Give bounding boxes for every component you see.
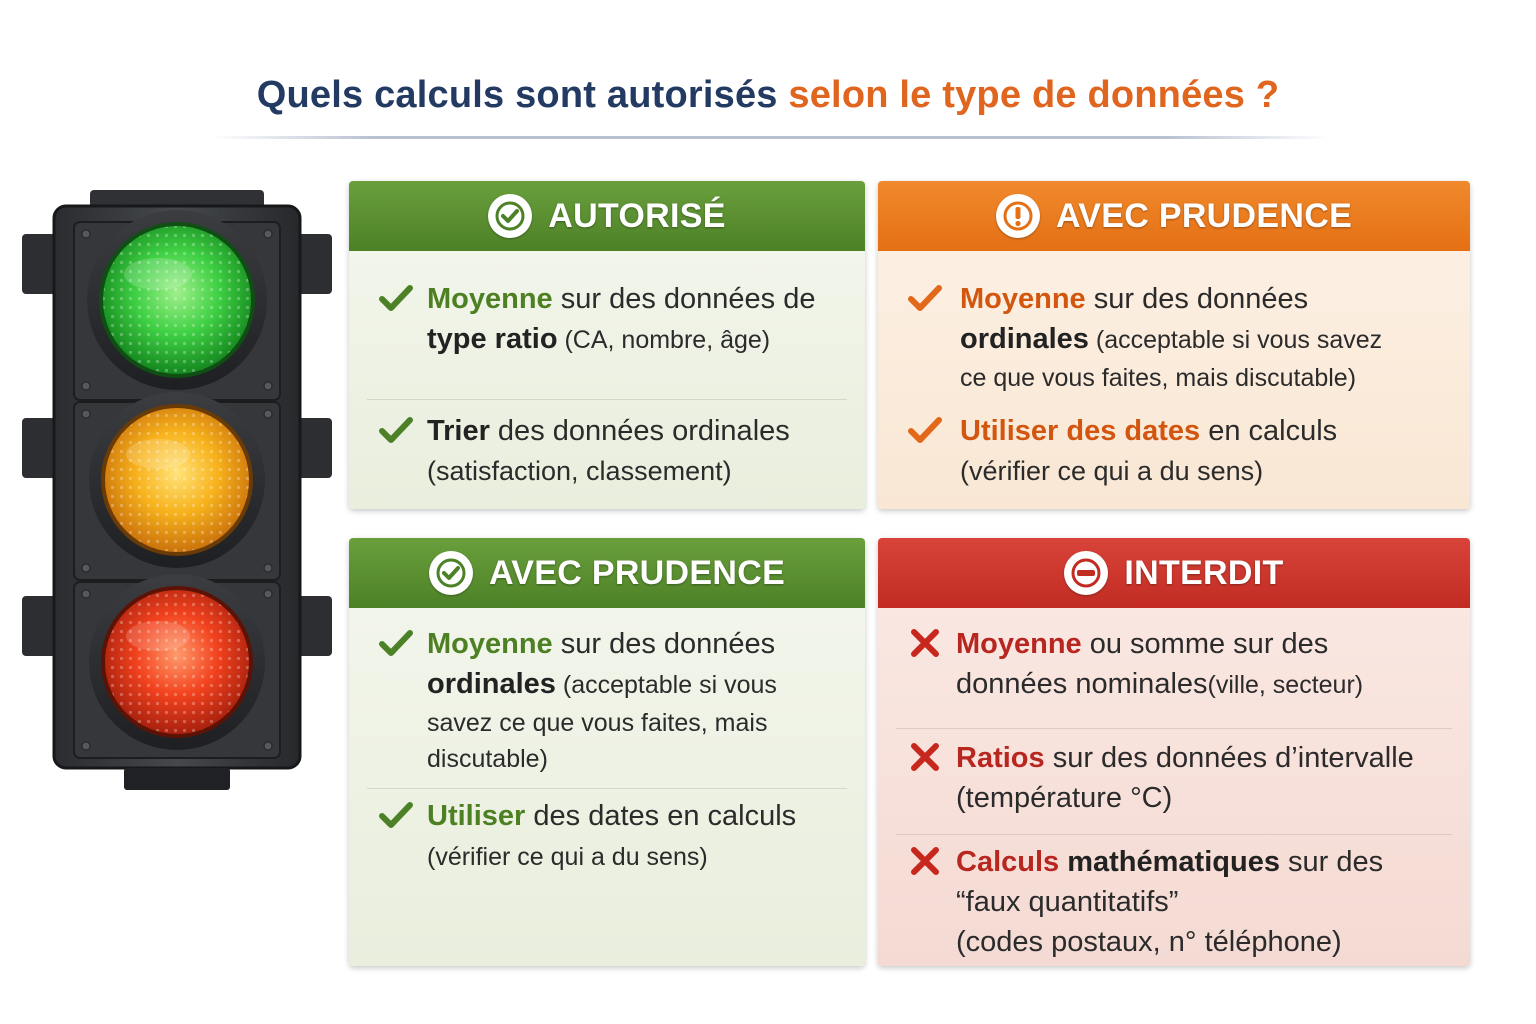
red-light <box>89 574 265 750</box>
card-interdit-title: INTERDIT <box>1124 553 1284 592</box>
check-circle-icon <box>429 551 473 595</box>
item-keyword: Moyenne <box>960 283 1086 315</box>
check-circle-icon <box>488 194 532 238</box>
item-text: en calculs <box>1200 415 1338 447</box>
item-text: des dates en calculs <box>525 800 797 832</box>
card-prudence-green-header <box>349 538 865 610</box>
item-text: sur des données <box>552 628 776 660</box>
divider <box>367 788 847 789</box>
divider <box>367 399 847 400</box>
check-icon <box>379 628 413 658</box>
card-prudence-orange-title: AVEC PRUDENCE <box>1055 196 1353 235</box>
check-icon <box>908 415 942 445</box>
cross-icon <box>908 628 942 658</box>
item-text: sur des <box>1279 846 1384 878</box>
divider <box>896 728 1452 729</box>
item-detail-2: ce que vous faites, mais discutable) <box>960 364 1357 392</box>
item-strong: type ratio <box>427 323 558 355</box>
item-detail: (satisfaction, classement) <box>427 456 732 486</box>
no-entry-icon <box>1064 551 1108 595</box>
yellow-light <box>89 392 265 568</box>
check-icon <box>379 283 413 313</box>
divider <box>896 834 1452 835</box>
item-text: sur des données d’intervalle <box>1044 742 1414 774</box>
cross-icon <box>908 742 942 772</box>
card-interdit <box>878 538 1470 966</box>
item-text-3: (codes postaux, n° téléphone) <box>956 926 1342 958</box>
green-light <box>87 210 267 390</box>
item-detail: (vérifier ce qui a du sens) <box>427 843 708 871</box>
item-detail: (vérifier ce qui a du sens) <box>960 456 1264 486</box>
item-keyword: Moyenne <box>427 283 553 315</box>
item-text-2: (température °C) <box>956 782 1173 814</box>
item-detail: (acceptable si vous <box>555 671 777 699</box>
item-detail-2: savez ce que vous faites, mais <box>427 709 768 737</box>
check-icon <box>379 415 413 445</box>
page-title <box>0 74 1536 117</box>
item-detail: (ville, secteur) <box>1207 671 1364 699</box>
item-text: sur des données de <box>552 283 816 315</box>
item-keyword: Utiliser <box>427 800 526 832</box>
title-part-2: selon le type de données ? <box>788 74 1280 116</box>
item-text-2: données nominales <box>956 668 1208 700</box>
card-prudence-green-title: AVEC PRUDENCE <box>488 553 786 592</box>
card-prudence-orange-header <box>878 181 1470 253</box>
exclamation-circle-icon <box>996 194 1040 238</box>
item-text: des données ordinales <box>489 415 790 447</box>
item-text-2: “faux quantitatifs” <box>956 886 1179 918</box>
item-detail: (CA, nombre, âge) <box>557 326 771 354</box>
card-autorise-title: AUTORISÉ <box>548 196 726 235</box>
card-autorise <box>349 181 865 509</box>
item-strong: mathématiques <box>1059 846 1280 878</box>
item-strong: ordinales <box>960 323 1089 355</box>
title-part-1: Quels calculs sont autorisés <box>256 74 778 116</box>
traffic-light <box>18 186 336 796</box>
item-keyword: Calculs <box>956 846 1060 878</box>
item-text: sur des données <box>1085 283 1309 315</box>
card-prudence-green <box>349 538 865 966</box>
cross-icon <box>908 846 942 876</box>
card-prudence-orange <box>878 181 1470 509</box>
item-keyword: Moyenne <box>956 628 1082 660</box>
item-strong: ordinales <box>427 668 556 700</box>
check-icon <box>379 800 413 830</box>
item-keyword: Moyenne <box>427 628 553 660</box>
item-keyword: Utiliser des dates <box>960 415 1201 447</box>
item-keyword: Ratios <box>956 742 1045 774</box>
item-detail-3: discutable) <box>427 745 548 773</box>
item-text: ou somme sur des <box>1081 628 1329 660</box>
check-icon <box>908 283 942 313</box>
card-autorise-header <box>349 181 865 253</box>
item-detail: (acceptable si vous savez <box>1088 326 1383 354</box>
item-keyword: Trier <box>427 415 490 447</box>
card-interdit-header <box>878 538 1470 610</box>
title-underline <box>210 136 1330 139</box>
